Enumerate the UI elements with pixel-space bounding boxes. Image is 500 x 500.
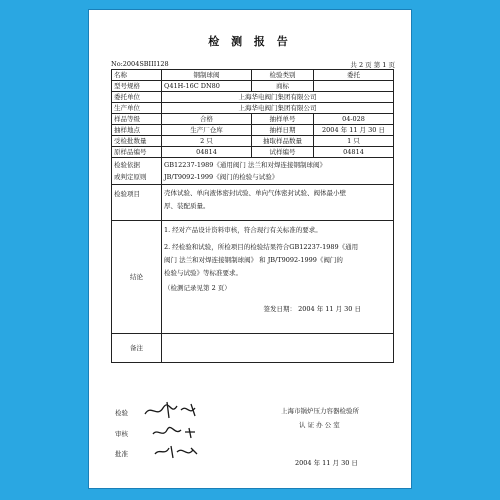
label-cell: 样品等级 [112,114,162,125]
table-row [112,103,394,114]
inspect-label: 检验 [115,409,128,417]
table-row-basis [112,158,394,185]
label-cell: 委托单位 [112,92,162,103]
signatures-handwritten [141,396,211,462]
label-cell: 名称 [112,70,162,81]
basis-label-2: 或判定原则 [114,173,147,181]
table-row [112,92,394,103]
conclusion-p2c: 检验与试验》等标准要求。 [164,269,242,277]
table-row [112,147,394,158]
conclusion-value-cell [162,221,394,334]
value-cell: 04814 [162,147,252,158]
basis-label-cell [112,158,162,185]
label-cell: 原样品编号 [112,147,162,158]
label-cell: 抽样日期 [252,125,314,136]
table-row [112,81,394,92]
basis-line-1: GB12237-1989《通用阀门 法兰和对焊连接钢制球阀》 [164,161,326,169]
footer-date: 2004 年 11 月 30 日 [295,459,358,467]
label-cell: 生产单位 [112,103,162,114]
table-row [112,136,394,147]
approve-label: 批准 [115,450,128,458]
table-row [112,125,394,136]
value-cell: 上海华电阀门集团有限公司 [162,103,394,114]
conclusion-p2a: 2. 经检验和试验，所检项目的检验结果符合GB12237-1989《通用 [164,243,359,251]
value-cell: 生产厂仓库 [162,125,252,136]
report-sheet [89,10,411,488]
value-cell: 合格 [162,114,252,125]
table-row-conclusion [112,221,394,334]
label-cell: 试样编号 [252,147,314,158]
label-cell: 抽样地点 [112,125,162,136]
value-cell: Q41H-16C DN80 [162,81,252,92]
basis-line-2: JB/T9092-1999《阀门的检验与试验》 [164,173,279,181]
value-cell: 2004 年 11 月 30 日 [314,125,394,136]
table-row-items [112,185,394,221]
conclusion-p1: 1. 经对产品设计资料审核，符合现行有关标准的要求。 [164,226,322,234]
label-cell: 抽样单号 [252,114,314,125]
label-cell: 型号规格 [112,81,162,92]
office-name: 认 证 办 公 室 [299,421,340,429]
issue-date: 签发日期： 2004 年 11 月 30 日 [263,305,361,313]
value-cell: 04814 [314,147,394,158]
remark-label-cell: 备注 [112,334,162,363]
value-cell: 委托 [314,70,394,81]
conclusion-label-cell: 结论 [112,221,162,334]
review-label: 审核 [115,430,128,438]
table-row [112,70,394,81]
report-table [111,69,394,363]
basis-label-1: 检验依据 [114,161,140,169]
remark-value-cell [162,334,394,363]
value-cell: 04-028 [314,114,394,125]
value-cell: 上海华电阀门集团有限公司 [162,92,394,103]
org-name: 上海市锅炉压力容器检验所 [281,407,359,415]
value-cell: 2 只 [162,136,252,147]
report-title: 检 测 报 告 [208,35,292,48]
basis-value-cell [162,158,394,185]
label-cell: 受检批数量 [112,136,162,147]
label-cell: 商标 [252,81,314,92]
page-info: 共 2 页 第 1 页 [350,61,395,69]
table-row [112,114,394,125]
conclusion-p2b: 阀门 法兰和对焊连接钢制球阀》 和 JB/T9092-1999《阀门的 [164,256,343,264]
items-value-cell [162,185,394,221]
conclusion-p3: （检测记录见第 2 页） [164,284,231,292]
items-line-2: 厚、装配质量。 [164,202,210,210]
value-cell: 钢制球阀 [162,70,252,81]
items-label-cell: 检验项目 [112,185,162,221]
table-row-remark [112,334,394,363]
items-line-1: 壳体试验、单向液体密封试验、单向气体密封试验、阀体最小壁 [164,189,346,197]
value-cell [314,81,394,92]
label-cell: 检验类别 [252,70,314,81]
label-cell: 抽取样品数量 [252,136,314,147]
value-cell: 1 只 [314,136,394,147]
report-number: No:2004SBIII128 [111,60,169,68]
